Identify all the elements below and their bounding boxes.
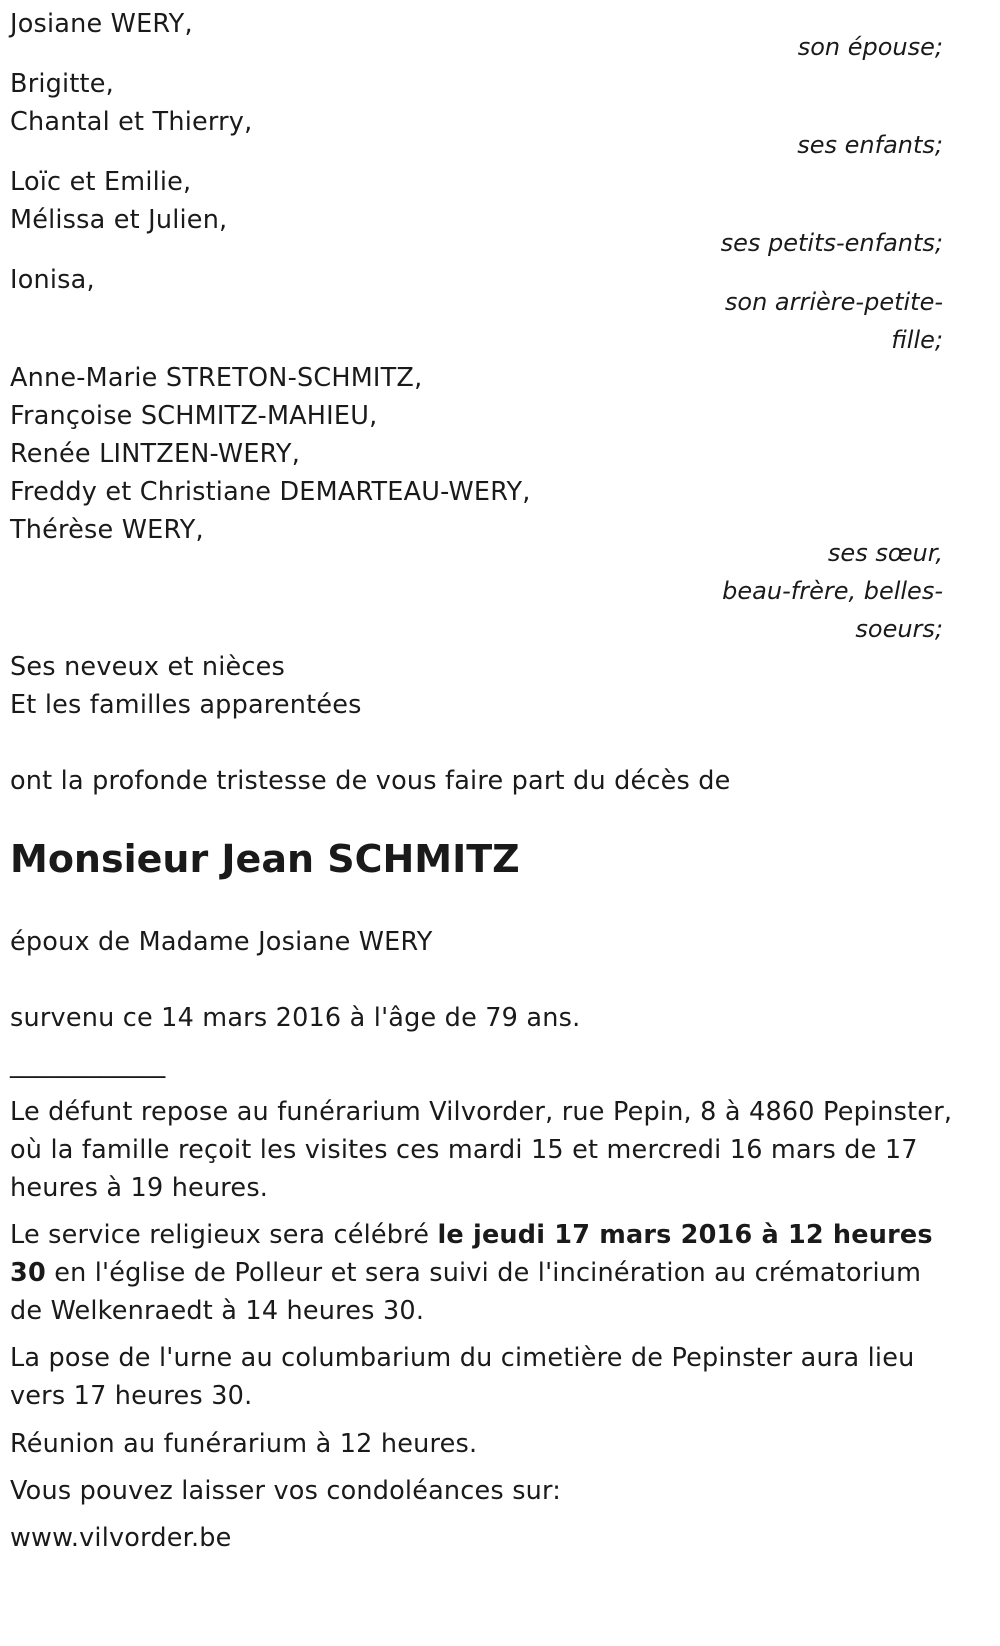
sibling-name: Freddy et Christiane DEMARTEAU-WERY, <box>10 477 531 507</box>
great-grandchild-relation-line: son arrière-petite- <box>724 288 943 316</box>
visitation-paragraph: Le défunt repose au funérarium Vilvorder, rue Pepin, 8 à 4860 Pepinster, où la famille reçoit les visites ces mardi 15 et mercredi 16 mars de 17 heures à 19 heures. <box>10 1097 953 1203</box>
sibling-name: Anne-Marie STRETON-SCHMITZ, <box>10 363 423 393</box>
service-text-before: Le service religieux sera célébré <box>10 1220 438 1250</box>
reunion-paragraph: Réunion au funérarium à 12 heures. <box>10 1429 478 1459</box>
grandchild-name: Mélissa et Julien, <box>10 205 228 235</box>
service-date-bold: le jeudi 17 mars 2016 à 12 heures 30 <box>10 1220 933 1288</box>
grandchildren-relation: ses petits-enfants; <box>720 229 943 257</box>
separator-line: ____________ <box>10 1049 166 1079</box>
spouse-relation: son épouse; <box>797 33 943 61</box>
child-name: Brigitte, <box>10 69 114 99</box>
sibling-name: Françoise SCHMITZ-MAHIEU, <box>10 401 378 431</box>
siblings-relation-line: ses sœur, <box>827 539 943 567</box>
great-grandchild-name: Ionisa, <box>10 265 95 295</box>
deceased-spouse-line: époux de Madame Josiane WERY <box>10 927 433 957</box>
sibling-name: Renée LINTZEN-WERY, <box>10 439 301 469</box>
website-link[interactable]: www.vilvorder.be <box>10 1523 232 1553</box>
service-text-after: en l'église de Polleur et sera suivi de l'incinération au crématorium de Welkenraedt à 14 heures 30. <box>10 1258 922 1326</box>
announcement-text: ont la profonde tristesse de vous faire part du décès de <box>10 766 731 796</box>
siblings-relation-line: beau-frère, belles- <box>722 577 943 605</box>
others-line: Et les familles apparentées <box>10 690 362 720</box>
service-paragraph <box>10 1216 960 1330</box>
urn-paragraph: La pose de l'urne au columbarium du cimetière de Pepinster aura lieu vers 17 heures 30. <box>10 1343 915 1411</box>
siblings-relation-line: soeurs; <box>855 615 943 643</box>
great-grandchild-relation-line: fille; <box>891 326 943 354</box>
child-name: Chantal et Thierry, <box>10 107 253 137</box>
condolences-paragraph: Vous pouvez laisser vos condoléances sur: <box>10 1476 562 1506</box>
sibling-name: Thérèse WERY, <box>10 515 204 545</box>
grandchild-name: Loïc et Emilie, <box>10 167 192 197</box>
children-relation: ses enfants; <box>797 131 943 159</box>
others-line: Ses neveux et nièces <box>10 652 285 682</box>
spouse-name: Josiane WERY, <box>10 9 193 39</box>
deceased-name: Monsieur Jean SCHMITZ <box>10 837 520 881</box>
deceased-death-line: survenu ce 14 mars 2016 à l'âge de 79 ans. <box>10 1003 581 1033</box>
